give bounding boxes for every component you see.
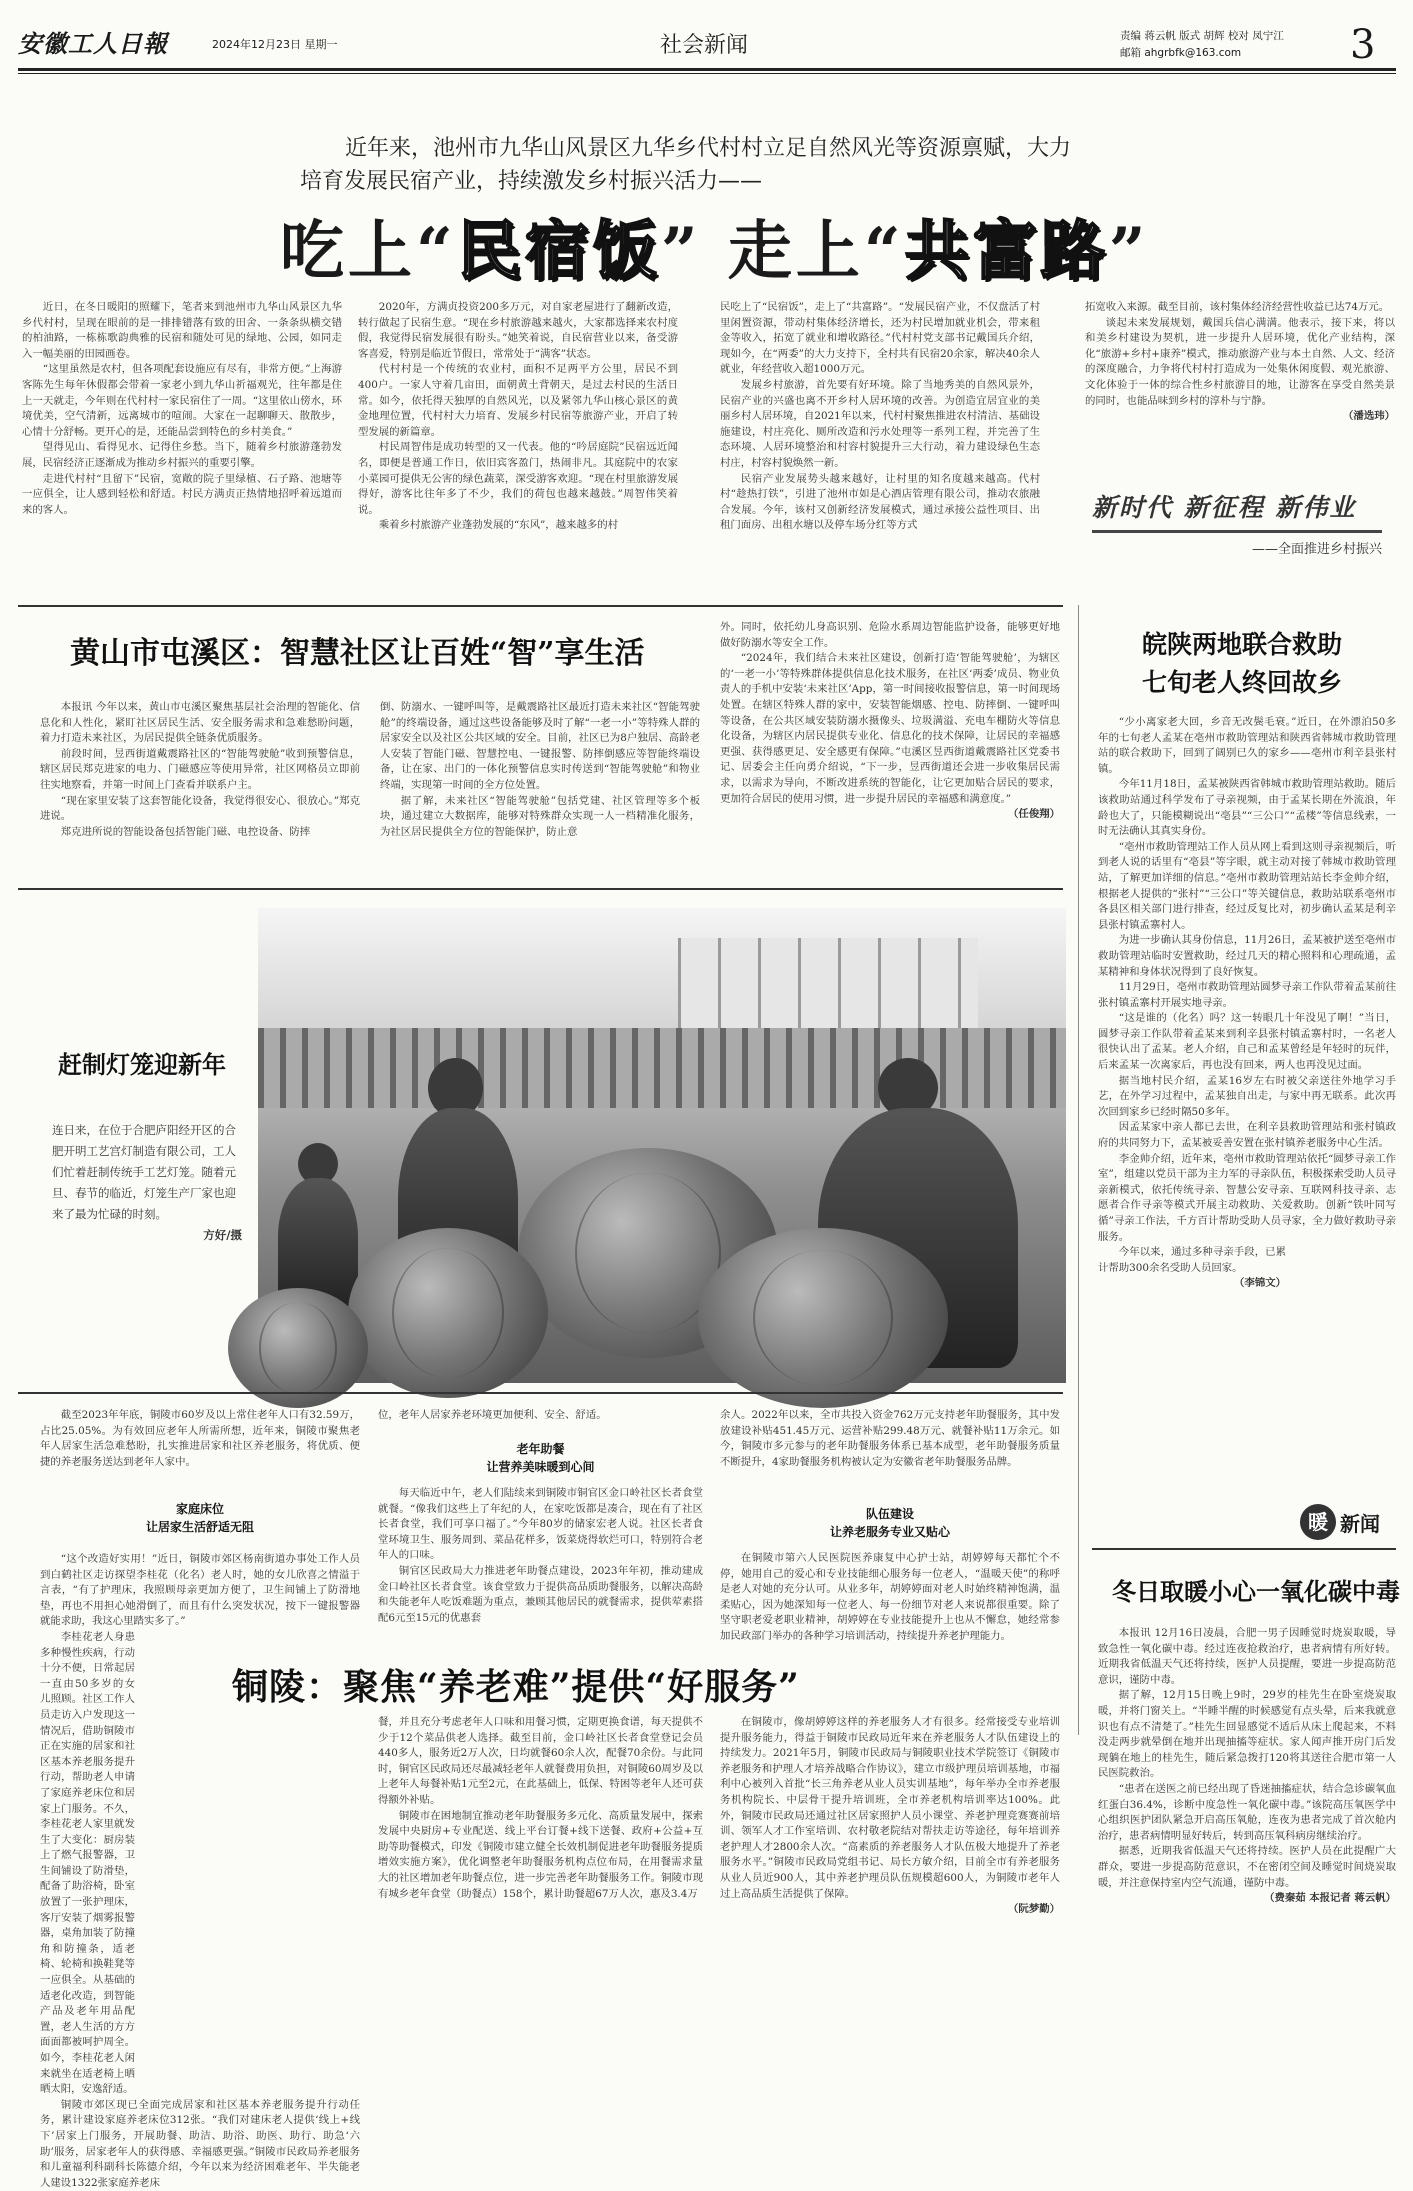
lead-column-2 bbox=[358, 300, 678, 600]
co-warning-body bbox=[1098, 1626, 1396, 2018]
tongling-paragraph: 李桂花老人身患多种慢性疾病，行动十分不便，日常起居一直由50多岁的女儿照顾。社区工作人员走访入户发现这一情况后，借助铜陵市正在实施的居家和社区基本养老服务提升行动，帮助老人申请了家庭养老床位和居家上门服务。不久，李桂花老人家里就发生了大变化：厨房装上了燃气报警器，卫生间铺设了防滑垫，配备了助浴椅，卧室放置了一张护理床，客厅安装了烟雾报警器，桌角加装了防撞角和防撞条，适老椅、轮椅和换鞋凳等一应俱全。从基础的适老化改造，到智能产品及老年用品配置，老人生活的方方面面都被呵护周全。如今，李桂花老人闲来就坐在适老椅上晒晒太阳，安逸舒适。 bbox=[40, 1630, 135, 2096]
editor-credits bbox=[1120, 28, 1284, 62]
warm-news-badge bbox=[1300, 1500, 1396, 1550]
tongling-subhead: 让养老服务专业又贴心 bbox=[829, 1525, 950, 1539]
banner-subtitle: ——全面推进乡村振兴 bbox=[1251, 542, 1382, 557]
tongling-paragraph: 位，老年人居家养老环境更加便利、安全、舒适。 bbox=[378, 1409, 607, 1421]
co-warning-paragraph: 据了解，12月15日晚上9时，29岁的桂先生在卧室烧炭取暖，并将门窗关上。“半睡半醒的时候感觉有点头晕，后来我就意识也有点不清楚了。”桂先生回显感觉不适后从床上爬起来，不料没走两步就晕倒在地并出现抽搐等症状。家人闻声推开房门后发现躺在地上的桂先生，随后紧急拨打120将其送往合肥市第一人民医院救治。 bbox=[1098, 1689, 1396, 1780]
rescue-paragraph: 11月29日，亳州市救助管理站圆梦寻亲工作队带着孟某前往张村镇孟寨村开展实地寻亲。 bbox=[1098, 981, 1396, 1009]
lead-kicker-line1: 近年来，池州市九华山风景区九华乡代村村立足自然风光等资源禀赋，大力 bbox=[345, 136, 1072, 161]
section-divider bbox=[18, 888, 1063, 890]
tongling-paragraph: 铜陵市郊区现已全面完成居家和社区基本养老服务提升行动任务，累计建设家庭养老床位312张。“我们对建床老人提供‘线上+线下’居家上门服务，开展助餐、助洁、助浴、助医、助行、助急‘六助’服务，居家老年人的获得感、幸福感更强。”铜陵市民政局养老服务和儿童福利科副科长陈德介绍，今年以来为经济困难老年、半失能老人建设1322张家庭养老床 bbox=[40, 2098, 360, 2189]
warm-news-badge-word: 新闻 bbox=[1340, 1512, 1380, 1536]
photo-credit: 方好/摄 bbox=[203, 1228, 242, 1242]
masthead: 安徽工人日報 bbox=[18, 29, 168, 58]
lantern bbox=[228, 1288, 368, 1408]
tongling-subhead-1 bbox=[40, 1500, 360, 1550]
huangshan-column-1 bbox=[40, 700, 360, 880]
lead-paragraph: 拓宽收入来源。截至目前，该村集体经济经营性收益已达74万元。 bbox=[1085, 301, 1390, 313]
rescue-paragraph: 因孟某家中亲人都已去世，在利辛县救助管理站和张村镇政府的共同努力下，孟某被妥善安置在张村镇养老服务中心生活。 bbox=[1098, 1121, 1396, 1150]
huangshan-column-3 bbox=[720, 620, 1060, 878]
tongling-byline: （阮梦勤） bbox=[1008, 1903, 1060, 1916]
photo-headline: 赶制灯笼迎新年 bbox=[58, 1050, 226, 1079]
lead-headline-highlight2: 共富路 bbox=[904, 214, 1109, 289]
rescue-paragraph: “少小离家老大回，乡音无改鬓毛衰。”近日，在外漂泊50多年的七旬老人孟某在亳州市救助管理站和陕西省韩城市救助管理站的联合救助下，回到了阔别已久的家乡——亳州市利辛县张村镇。 bbox=[1098, 716, 1396, 775]
tongling-paragraph: 在铜陵市，像胡婷婷这样的养老服务人才有很多。经常接受专业培训提升服务能力，得益于铜陵市民政局近年来在养老服务人才队伍建设上的持续发力。2021年5月，铜陵市民政局与铜陵职业技术学院签订《铜陵市养老服务和护理人才培养战略合作协议》，建立市级护理员培训基地，市福利中心被列入首批“长三角养老从业人员实训基地”，每年举办全市养老服务机构院长、中层骨干提升培训班，全市养老机构培训率达100%。此外，铜陵市民政局还通过社区居家照护人员小课堂、养老护理竞赛赛前培训、领军人才工作室培训、农村敬老院结对帮扶走访等途径，每年培训养老护理人才2800余人次。“高素质的养老服务人才队伍极大地提升了养老服务水平。”铜陵市民政局党组书记、局长方敏介绍，目前全市有养老服务从业人员近900人，其中养老护理员队伍规模超600人，为铜陵市老年人过上高品质生活提供了保障。 bbox=[720, 1716, 1060, 1900]
tongling-paragraph: 铜官区民政局大力推进老年助餐点建设，2023年年初，推动建成金口岭社区长者食堂。该食堂致力于提供高品质助餐服务，以解决高龄和失能老年人吃饭难题为重点，兼顾其他居民的就餐需求，提供荤素搭配6元至15元的优惠套 bbox=[378, 1564, 703, 1624]
tongling-subhead: 让营养美味暖到心间 bbox=[486, 1460, 595, 1474]
rescue-paragraph: 据当地村民介绍，孟某16岁左右时被父亲送往外地学习手艺，在外学习过程中，孟某独自出走，与家中再无联系。此次再次回到家乡已经时隔50多年。 bbox=[1098, 1074, 1396, 1118]
huangshan-byline: （任俊翔） bbox=[1008, 808, 1060, 821]
rescue-byline: （李锦文） bbox=[1234, 1277, 1286, 1290]
lead-paragraph: 2020年，方满贞投资200多万元，对自家老屋进行了翻新改造，转行做起了民宿生意。“现在乡村旅游越来越火，大家都选择来农村度假，我觉得民宿发展很有盼头。”她笑着说，自民宿营业以来，备受游客喜爱，特别是临近节假日，常常处于“满客”状态。 bbox=[358, 301, 678, 360]
lead-kicker-line2: 培育发展民宿产业，持续激发乡村振兴活力—— bbox=[300, 169, 763, 194]
lead-paragraph: 近日，在冬日暖阳的照耀下，笔者来到池州市九华山风景区九华乡代村村，呈现在眼前的是一排排错落有致的田舍、一条条纵横交错的柏油路，一栋栋歌韵典雅的民宿和随处可见的绿地、公园，如同走入一幅美丽的田园画卷。 bbox=[22, 301, 342, 360]
co-warning-paragraph: 据悉，近期我省低温天气还将持续。医护人员在此提醒广大群众，要进一步提高防范意识，不在密闭空间及睡觉时间烧炭取暖，并注意保持室内空气流通，谨防中毒。 bbox=[1098, 1845, 1396, 1889]
rural-revitalization-banner bbox=[1092, 488, 1392, 568]
huangshan-paragraph: 郑克进所说的智能设备包括智能门磁、电控设备、防摔 bbox=[60, 825, 311, 838]
rescue-paragraph: 今年以来，通过多种寻亲手段，已累计帮助300余名受助人员回家。 bbox=[1098, 1246, 1286, 1274]
huangshan-paragraph: “现在家里安装了这套智能化设备，我觉得很安心、很放心。”郑克进说。 bbox=[40, 794, 360, 823]
tongling-column-2a bbox=[378, 1408, 703, 1438]
lead-paragraph: 走进代村村“且留下”民宿，宽敞的院子里绿植、石子路、池塘等一应俱全，让人感到轻松和舒适。村民方满贞正热情地招呼着远道而来的客人。 bbox=[22, 472, 342, 516]
lead-column-3 bbox=[720, 300, 1040, 600]
header-rule bbox=[18, 68, 1396, 71]
photo-caption bbox=[52, 1120, 242, 1246]
lead-paragraph: 民吃上了“民宿饭”，走上了“共富路”。“发展民宿产业，不仅盘活了村里闲置资源，带动村集体经济增长，还为村民增加就业机会，带来租金等收入，拓宽了就业和增收路径。”代村村党支部书记戴国兵介绍，现如今，在“两委”的大力支持下，全村共有民宿20余家，解决40余人就业，年经营收入超1000万元。 bbox=[720, 301, 1040, 376]
lead-column-1 bbox=[22, 300, 342, 600]
header-rule-thin bbox=[18, 73, 1396, 74]
rescue-paragraph: “这是谁的（化名）吗？这一转眼几十年没见了啊！”当日，圆梦寻亲工作队带着孟某来到利辛县张村镇孟寨村时，一名老人很快认出了孟某。老人介绍，自己和孟某曾经是年轻时的玩伴，后来孟某一次离家后，再也没有回来，两人也再没见过面。 bbox=[1098, 1012, 1396, 1072]
lead-byline: （潘选玮） bbox=[1343, 410, 1395, 423]
tongling-subhead: 队伍建设 bbox=[865, 1507, 914, 1521]
lead-paragraph: 乘着乡村旅游产业蓬勃发展的“东风”，越来越多的村 bbox=[378, 519, 619, 532]
lead-headline-part1: 吃上“ bbox=[280, 214, 457, 289]
rescue-body bbox=[1098, 715, 1396, 1545]
lantern bbox=[698, 1228, 948, 1408]
tongling-paragraph: 餐，并且充分考虑老年人口味和用餐习惯，定期更换食谱，每天提供不少于12个菜品供老人选择。截至目前，金口岭社区长者食堂登记会员440多人，服务近2万人次，日均就餐60余人次，配餐70余份。与此同时，铜官区民政局还尽最减轻老年人就餐费用负担，对铜陵60周岁及以上老年人每餐补贴1元至2元，在此基础上，低保、特困等老年人还可获得额外补贴。 bbox=[378, 1716, 703, 1806]
tongling-column-2b bbox=[378, 1486, 703, 1648]
lead-paragraph: “这里虽然是农村，但各项配套设施应有尽有，非常方便。”上海游客陈先生每年休假都会带着一家老小到九华山祈福观光，往年都是住上一天就走，今年则在代村村一家民宿住了一周。“这里依山傍水，环境优美，空气清新，远离城市的喧闹。大家在一起聊聊天、散散步，心情十分舒畅。更开心的是，还能品尝到特色的乡村美食。” bbox=[22, 363, 342, 438]
tongling-column-1c bbox=[378, 1715, 703, 2015]
huangshan-paragraph: 倒、防溺水、一键呼叫等，是戴震路社区最近打造未来社区“智能驾驶舱”的终端设备，通过这些设备能够及时了解“一老一小”等特殊人群的居家安全以及社区公共区域的安全。目前，社区已为8户独居、高龄老人安装了智能门磁、智慧控电、一键报警、防摔倒感应等智能终端设备，让在家、出门的一体化预警信息实时传送到“智能驾驶舱”和物业终端，实现第一时间的全方位处置。 bbox=[380, 701, 700, 791]
co-warning-byline: （费秦茹 本报记者 蒋云帆） bbox=[1264, 1892, 1396, 1905]
lead-paragraph: 代村村是一个传统的农业村，面积不足两平方公里，居民不到400户。一家人守着几亩田，面朝黄土背朝天，是过去村民的生活日常。如今，依托得天独厚的自然风光，以及紧邻九华山核心景区的黄金地理位置，代村村大力培育、发展乡村民宿等旅游产业，开启了转型发展的新篇章。 bbox=[358, 363, 678, 438]
tongling-headline: 铜陵：聚焦“养老难”提供“好服务” bbox=[222, 1655, 810, 1714]
rescue-headline bbox=[1132, 626, 1352, 702]
lantern-factory-photo bbox=[258, 908, 1066, 1383]
tongling-paragraph: 铜陵市在困地制宜推动老年助餐服务多元化、高质量发展中，探索发展中央厨房+专业配送、线上平台订餐+线下送餐、政府+公益+互助等助餐模式，印发《铜陵市建立健全长效机制促进老年助餐服务提质增效实施方案》，优化调整老年助餐服务机构点位布局，在用餐需求量大的社区增加老年助餐点位，进一步完善老年助餐服务工作。铜陵市现有城乡老年食堂（助餐点）158个，累计助餐超67万人次，惠及3.4万 bbox=[378, 1809, 703, 1900]
rescue-paragraph: “亳州市救助管理站工作人员从网上看到这则寻亲视频后，听到老人说的话里有“亳县”等字眼，就主动对接了韩城市救助管理站，了解更加详细的信息。”亳州市救助管理站站长李金帅介绍，根据老人提供的“张村”“三公口”等关键信息，救助站联系亳州市各县区相关部门进行排查，经过反复比对，初步确认孟某是利辛县张村镇孟寨村人。 bbox=[1098, 840, 1396, 931]
tongling-paragraph: 在铜陵市第六人民医院医养康复中心护士站，胡婷婷每天都忙个不停，她用自己的爱心和专业技能细心服务每一位老人，“温暖天使”的称呼是老人对她的充分认可。从业多年，胡婷婷面对老人时始终精神饱满，温柔贴心，因为她深知每一位老人、每一份细节对老人来说都很重要。除了坚守职老爱老职业精神，胡婷婷在专业技能提升上也从不懈怠，她经常参加民政部门举办的各种学习培训活动，持续提升养老护理能力。 bbox=[720, 1552, 1060, 1642]
tongling-paragraph: “这个改造好实用！”近日，铜陵市郊区杨南街道办事处工作人员到白鹤社区走访探望李桂花（化名）老人时，她的女儿欣喜之情溢于言表，“有了护理床，我照顾母亲更加方便了，卫生间铺上了防滑地垫，再也不用担心她滑倒了，而且有什么突发状况，按下一键报警器就能求助，我这心里踏实多了。” bbox=[40, 1553, 360, 1628]
tongling-subhead-2 bbox=[378, 1440, 703, 1484]
rescue-headline-line2: 七旬老人终回故乡 bbox=[1141, 668, 1342, 697]
rescue-paragraph: 为进一步确认其身份信息，11月26日，孟某被护送至亳州市救助管理站临时安置救助，经过几天的精心照料和心理疏通，孟某精神和身体状况得到了良好恢复。 bbox=[1098, 934, 1396, 978]
section-divider bbox=[18, 1392, 1063, 1394]
photo-caption-text: 连日来，在位于合肥庐阳经开区的合肥开明工艺宫灯制造有限公司，工人们忙着赶制传统手工艺灯笼。随着元旦、春节的临近，灯笼生产厂家也迎来了最为忙碌的时刻。 bbox=[52, 1123, 236, 1221]
co-warning-paragraph: 本报讯 12月16日凌晨，合肥一男子因睡觉时烧炭取暖，导致急性一氧化碳中毒。经过连夜抢救治疗，患者病情有所好转。近期我省低温天气还将持续，医护人员提醒，要进一步提高防范意识，谨防中毒。 bbox=[1098, 1627, 1396, 1686]
tongling-paragraph: 截至2023年年底，铜陵市60岁及以上常住老年人口有32.59万，占比25.05%。为有效回应老年人所需所想，近年来，铜陵市聚焦老年人居家生活急难愁盼，扎实推进居家和社区养老服务，将优质、便捷的养老服务送达到老年人家中。 bbox=[40, 1409, 360, 1468]
rescue-headline-line1: 皖陕两地联合救助 bbox=[1141, 630, 1342, 659]
editor-credits-line1: 责编 蒋云帆 版式 胡辉 校对 凤宁江 bbox=[1120, 30, 1284, 42]
huangshan-paragraph: 外。同时，依托幼儿身高识别、危险水系周边智能监护设备，能够更好地做好防溺水等安全工作。 bbox=[720, 621, 1060, 649]
column-divider bbox=[1078, 605, 1079, 1735]
huangshan-paragraph: 前段时间，昱西街道戴震路社区的“智能驾驶舱”收到预警信息，辖区居民郑克进家的电力、门磁感应等使用异常，社区网格员立即前往实地察看，并第一时间上门查看并联系户主。 bbox=[40, 747, 360, 791]
section-name: 社会新闻 bbox=[660, 33, 749, 58]
huangshan-paragraph: “2024年，我们结合未来社区建设，创新打造‘智能驾驶舱’，为辖区的‘一老一小’等特殊群体提供信息化技术服务，在社区‘两委’成员、物业负责人的手机中安装‘未来社区’App，第一时间接收报警信息，第一时间现场处置。在辖区特殊人群的家中，安装智能烟感、控电、防摔倒、一键呼叫等设备，在公共区域安装防溺水摄像头、垃圾满溢、充电车棚防火等信息化设备，为辖区内居民提供专业化、信息化的技术保障，让居民的幸福感更强、获得感更足、安全感更有保障。”屯溪区昱西街道戴震路社区党委书记、居委会主任向勇介绍说，“下一步，昱西街道还会进一步收集居民需求，以需求为导向，不断改进系统的智能化，让它更加贴合居民的要求，更加符合居民的使用习惯，进一步提升居民的幸福感和满意度。” bbox=[720, 652, 1060, 805]
huangshan-headline: 黄山市屯溪区：智慧社区让百姓“智”享生活 bbox=[70, 636, 645, 671]
section-divider bbox=[1092, 1548, 1396, 1550]
tongling-subhead: 老年助餐 bbox=[516, 1442, 565, 1456]
lead-column-4 bbox=[1085, 300, 1395, 460]
co-warning-paragraph: “患者在送医之前已经出现了昏迷抽搐症状，结合急诊碳氧血红蛋白36.4%，诊断中度急性一氧化碳中毒。”该院高压氧医学中心组织医护团队紧急开启高压氧舱，连夜为患者完成了首次舱内治疗，患者病情明显好转后，转到高压氧科病房继续治疗。 bbox=[1098, 1782, 1396, 1842]
tongling-paragraph: 余人。2022年以来，全市共投入资金762万元支持老年助餐服务，其中发放建设补贴451.45万元、运营补贴299.48万元、就餐补贴11万余元。如今，铜陵市多元参与的老年助餐服务体系已基本成型，老年助餐服务质量不断提升，4家助餐服务机构被认定为安徽省老年助餐服务品牌。 bbox=[720, 1409, 1060, 1468]
lead-paragraph: 望得见山、看得见水、记得住乡愁。当下，随着乡村旅游蓬勃发展，民宿经济正逐渐成为推动乡村振兴的重要引擎。 bbox=[22, 441, 342, 469]
tongling-subhead: 家庭床位 bbox=[175, 1502, 224, 1516]
tongling-column-1b bbox=[40, 1552, 360, 2189]
issue-date: 2024年12月23日 星期一 bbox=[212, 38, 338, 51]
lead-paragraph: 民宿产业发展势头越来越好，让村里的知名度越来越高。代村村“趁热打铁”，引进了池州市如是心酒店管理有限公司，推动农旅融合发展。今年，该村又创新经济发展模式，通过承接公益性项目、出租门面房、出租水塘以及停车场分红等方式 bbox=[720, 472, 1040, 532]
page-number: 3 bbox=[1350, 22, 1376, 68]
lead-paragraph: 谈起未来发展规划，戴国兵信心满满。他表示，接下来，将以和美乡村建设为契机，进一步提升人居环境，优化产业结构，深化“旅游+乡村+康养”模式，推动旅游产业与本土自然、人文、经济的深度融合，力争将代村村打造成为一处集休闲度假、观光旅游、文化体验于一体的综合性乡村旅游目的地，让游客在享受自然美景的同时，也能品味到乡村的淳朴与宁静。 bbox=[1085, 316, 1395, 407]
lead-headline-highlight1: 民宿饭 bbox=[456, 214, 661, 289]
rescue-paragraph: 今年11月18日，孟某被陕西省韩城市救助管理站救助。随后该救助站通过科学发布了寻亲视频，由于孟某长期在外流浪，年龄也大了，只能模糊说出“亳县”“三公口”“孟楼”等信息线索，一时无法确认其真实身份。 bbox=[1098, 778, 1396, 838]
co-warning-headline: 冬日取暖小心一氧化碳中毒 bbox=[1112, 1577, 1400, 1606]
huangshan-paragraph: 据了解，未来社区“智能驾驶舱”包括党建、社区管理等多个板块，通过建立大数据库，能够对特殊群众实现一人一档精准化服务，为社区居民提供全方位的智能保护，防止意 bbox=[380, 794, 700, 838]
warm-news-badge-char: 暖 bbox=[1300, 1504, 1336, 1540]
lantern bbox=[348, 1228, 548, 1398]
huangshan-paragraph: 本报讯 今年以来，黄山市屯溪区聚焦基层社会治理的智能化、信息化和人性化，紧盯社区居民生活、安全服务需求和急难愁盼问题，着力打造未来社区，为居民提供全链条优质服务。 bbox=[40, 701, 360, 745]
rescue-paragraph: 李金帅介绍，近年来，亳州市救助管理站依托“圆梦寻亲工作室”，组建以党员干部为主力军的寻亲队伍，积极探索受助人员寻亲新模式，依托传统寻亲、智慧公安寻亲、互联网科技寻亲、志愿者合作寻亲等模式开展主动救助、关爱救助。创新“铁叶同写循”寻亲工作法，千方百计帮助受助人员寻家，全力做好救助寻亲服务。 bbox=[1098, 1152, 1396, 1243]
tongling-subhead: 让居家生活舒适无阻 bbox=[145, 1520, 254, 1534]
lead-paragraph: 村民周智伟是成功转型的又一代表。他的“吟居庭院”民宿远近闻名，即便是普通工作日，依旧宾客盈门，热闹非凡。其庭院中的农家小菜园可提供无公害的绿色蔬菜，深受游客欢迎。“现在村里旅游发展得好，游客比往年多了不少，我们的荷包也越来越鼓。”周智伟笑着说。 bbox=[358, 441, 678, 516]
section-divider bbox=[18, 605, 1063, 607]
tongling-subhead-3 bbox=[720, 1505, 1060, 1549]
tongling-column-3a bbox=[720, 1408, 1060, 1500]
banner-rule bbox=[1092, 530, 1382, 533]
lead-headline-part2: ” 走上“ bbox=[660, 214, 905, 289]
lead-paragraph: 发展乡村旅游，首先要有好环境。除了当地秀美的自然风景外，民宿产业的兴盛也离不开乡村人居环境的改善。为创造宜居宜业的美丽乡村人居环境，自2021年以来，代村村聚焦推进农村清洁、基础设施建设，村庄亮化、厕所改造和污水处理等一系列工程，并完善了生态环境、人居环境整治和村容村貌提升三大行动，着力建设绿色生态村庄，村容村貌焕然一新。 bbox=[720, 378, 1040, 469]
editor-credits-line2: 邮箱 ahgrbfk@163.com bbox=[1120, 47, 1242, 59]
lead-headline-part3: ” bbox=[1108, 214, 1150, 289]
huangshan-column-2 bbox=[380, 700, 700, 880]
tongling-column-2c bbox=[720, 1715, 1060, 2015]
tongling-column-1a bbox=[40, 1408, 360, 1498]
lead-headline bbox=[280, 200, 1150, 292]
tongling-paragraph: 每天临近中午，老人们陆续来到铜陵市铜官区金口岭社区长者食堂就餐。“像我们这些上了年纪的人，在家吃饭都是凑合，现在有了社区长者食堂，我们可享口福了。”今年80岁的储家宏老人说。社区长者食堂环境卫生、服务周到、菜品花样多，饭菜烧得软烂可口，特别符合老年人的口味。 bbox=[378, 1487, 703, 1562]
banner-slogan: 新时代 新征程 新伟业 bbox=[1092, 493, 1357, 522]
